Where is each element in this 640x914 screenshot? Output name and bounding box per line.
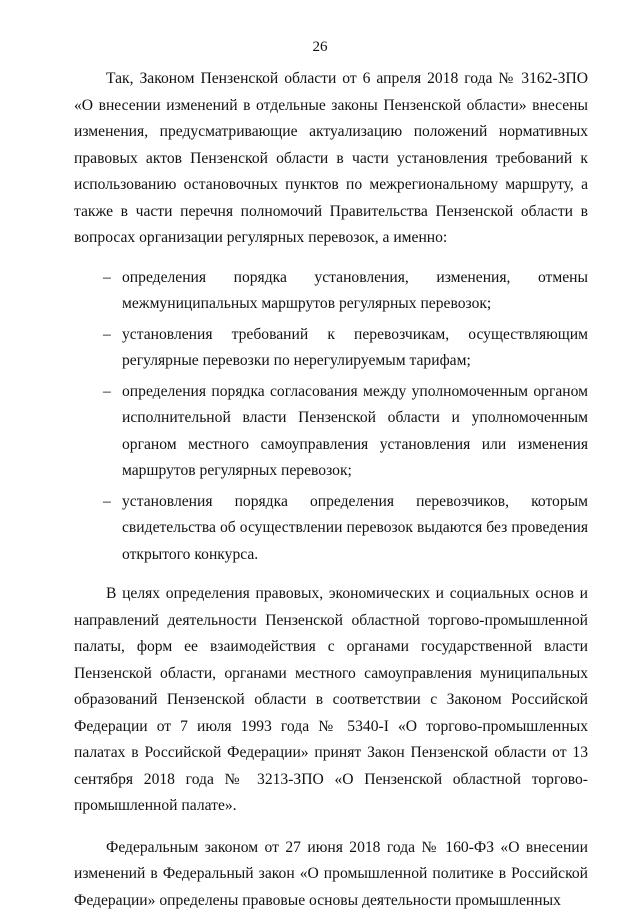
list-item-text: определения порядка установления, изменения, отмены межмуниципальных маршрутов регулярных перевозок; [122,269,588,313]
list-item-text: установления порядка определения перевозчиков, которым свидетельства об осуществлении перевозок выдаются без проведения открытого конкурса. [122,493,588,563]
list-item [74,265,588,318]
list-dash: – [103,322,111,349]
federal-law-paragraph: Федеральным законом от 27 июня 2018 года № 160-ФЗ «О внесении изменений в Федеральный закон «О промышленной политике в Российской Федерации» определены правовые основы деятельности промышленных [74,835,588,914]
list-item [74,489,588,569]
list-item [74,322,588,375]
document-body [74,66,588,914]
list-dash: – [103,379,111,406]
list-item [74,379,588,485]
intro-paragraph: Так, Законом Пензенской области от 6 апреля 2018 года № 3162-ЗПО «О внесении изменений в отдельные законы Пензенской области» внесены изменения, предусматривающие актуализацию положений нормативных правовых актов Пензенской области в части установления требований к использованию остановочных пунктов по межрегиональному маршруту, а также в части перечня полномочий Правительства Пензенской области в вопросах организации регулярных перевозок, а именно: [74,66,588,252]
page-number: 26 [0,38,640,56]
chamber-of-commerce-paragraph: В целях определения правовых, экономических и социальных основ и направлений деятельности Пензенской областной торгово-промышленной палаты, форм ее взаимодействия с органами государственной власти Пензенской области, органами местного самоуправления муниципальных образований Пензенской области в соответствии с Законом Российской Федерации от 7 июля 1993 года № 5340-I «О торгово-промышленных палатах в Российской Федерации» принят Закон Пензенской области от 13 сентября 2018 года № 3213-ЗПО «О Пензенской областной торгово-промышленной палате». [74,581,588,820]
list-item-text: определения порядка согласования между уполномоченным органом исполнительной власти Пензенской области и уполномоченным органом местного самоуправления установления или изменения маршрутов регулярных перевозок; [122,383,588,480]
list-dash: – [103,489,111,516]
list-item-text: установления требований к перевозчикам, осуществляющим регулярные перевозки по нерегулируемым тарифам; [122,326,588,370]
list-dash: – [103,265,111,292]
powers-list [74,265,588,569]
